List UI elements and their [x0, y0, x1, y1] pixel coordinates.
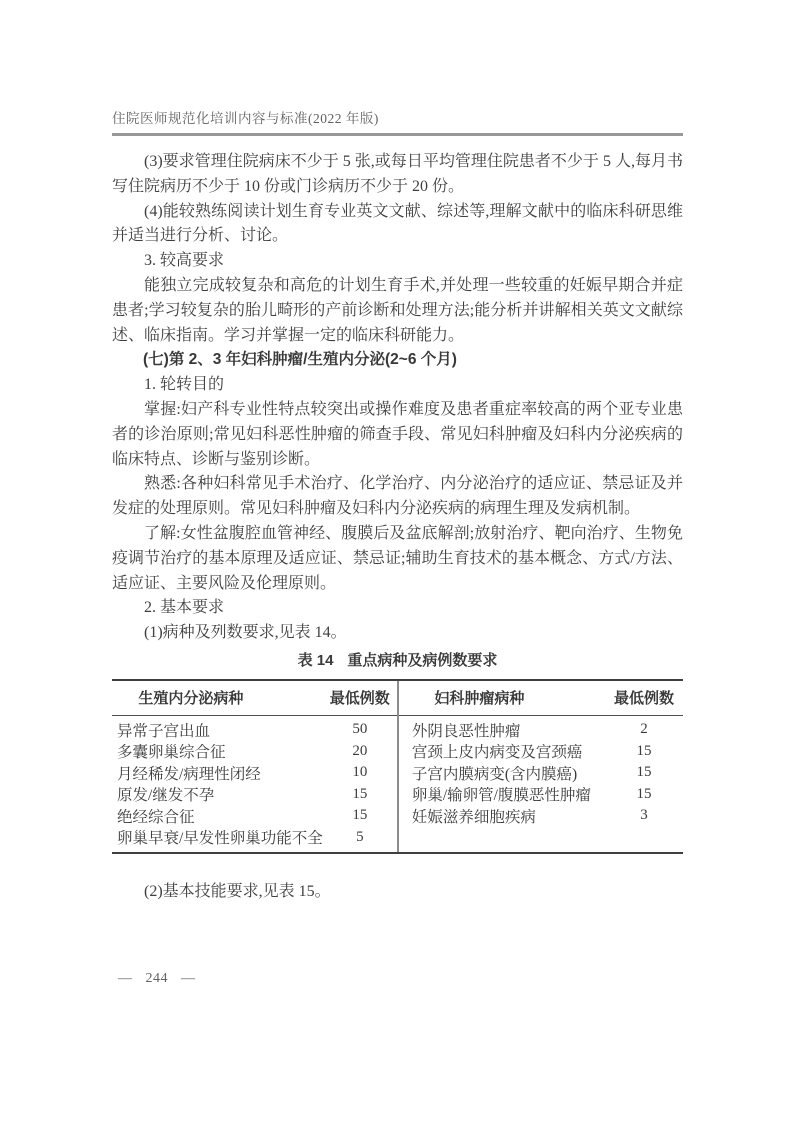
table-row	[112, 719, 397, 741]
page-footer	[112, 971, 683, 987]
disease-name-cell: 多囊卵巢综合征	[117, 744, 226, 762]
disease-name-cell: 绝经综合征	[117, 808, 195, 826]
column-header-disease-right: 妇科肿瘤病种	[434, 690, 525, 708]
table-row	[399, 719, 683, 741]
disease-name-cell: 异常子宫出血	[117, 722, 211, 740]
min-cases-cell: 15	[352, 807, 368, 824]
table-left-half	[112, 681, 397, 852]
table-row	[399, 740, 683, 762]
min-cases-cell: 15	[636, 785, 652, 802]
table-caption-label: 表 14	[297, 651, 334, 669]
table-right-half	[397, 681, 683, 852]
min-cases-cell: 5	[356, 828, 364, 845]
paragraph-higher-requirements: 能独立完成较复杂和高危的计划生育手术,并处理一些较重的妊娠早期合并症患者;学习较复杂的胎儿畸形的产前诊断和处理方法;能分析并讲解相关英文文献综述、临床指南。学习并掌握一定的临床科研能力。	[112, 276, 683, 344]
heading-basic-requirements: 2. 基本要求	[144, 599, 225, 617]
paragraph-understand: 了解:女性盆腹腔血管神经、腹膜后及盆底解剖;放射治疗、靶向治疗、生物免疫调节治疗的基本原理及适应证、禁忌证;辅助生育技术的基本概念、方式/方法、适应证、主要风险及伦理原则。	[112, 524, 683, 592]
min-cases-cell: 2	[640, 721, 648, 738]
heading-rotation-purpose: 1. 轮转目的	[144, 376, 225, 394]
min-cases-cell: 15	[636, 742, 652, 759]
table-row	[399, 762, 683, 784]
table-14	[112, 679, 683, 854]
min-cases-cell: 3	[640, 807, 648, 824]
min-cases-cell: 50	[352, 721, 368, 738]
disease-name-cell: 月经稀发/病理性闭经	[117, 765, 261, 783]
table-right-header-row	[399, 681, 683, 716]
disease-name-cell: 卵巢/输卵管/腹膜恶性肿瘤	[411, 787, 591, 805]
disease-name-cell: 卵巢早衰/早发性卵巢功能不全	[117, 830, 323, 848]
paragraph-item-2: (2)基本技能要求,见表 15。	[144, 882, 331, 900]
heading-section-7: (七)第 2、3 年妇科肿瘤/生殖内分泌(2~6 个月)	[143, 351, 457, 369]
table-caption-title: 重点病种及病例数要求	[347, 651, 498, 669]
table-left-header-row	[112, 681, 397, 716]
column-header-min-cases-right: 最低例数	[613, 690, 674, 708]
paragraph-requirement-4: (4)能较熟练阅读计划生育专业英文文献、综述等,理解文献中的临床科研思维并适当进行分析、讨论。	[112, 202, 683, 245]
page-number: — 244 —	[118, 970, 196, 986]
min-cases-cell: 15	[636, 764, 652, 781]
column-header-min-cases-left: 最低例数	[329, 690, 390, 708]
running-head-title: 住院医师规范化培训内容与标准(2022 年版)	[112, 111, 379, 126]
table-caption	[112, 651, 683, 671]
heading-higher-requirements: 3. 较高要求	[144, 252, 225, 270]
table-row	[112, 826, 397, 848]
table-row	[112, 762, 397, 784]
disease-name-cell: 子宫内膜病变(含内膜癌)	[411, 765, 578, 783]
table-row	[399, 805, 683, 827]
min-cases-cell: 10	[352, 764, 368, 781]
header-rule	[112, 133, 683, 136]
disease-name-cell: 外阴良恶性肿瘤	[411, 722, 521, 740]
disease-name-cell: 妊娠滋养细胞疾病	[411, 808, 536, 826]
column-header-disease-left: 生殖内分泌病种	[138, 690, 244, 708]
disease-name-cell: 宫颈上皮内病变及宫颈癌	[411, 744, 583, 762]
table-row	[112, 783, 397, 805]
min-cases-cell: 15	[352, 785, 368, 802]
paragraph-familiar: 熟悉:各种妇科常见手术治疗、化学治疗、内分泌治疗的适应证、禁忌证及并发症的处理原则。常见妇科肿瘤及妇科内分泌疾病的病理生理及发病机制。	[112, 475, 683, 518]
paragraph-grasp: 掌握:妇产科专业性特点较突出或操作难度及患者重症率较高的两个亚专业患者的诊治原则;常见妇科恶性肿瘤的筛查手段、常见妇科肿瘤及妇科内分泌疾病的临床特点、诊断与鉴别诊断。	[112, 400, 683, 468]
table-row	[399, 783, 683, 805]
body-text	[112, 150, 683, 646]
min-cases-cell: 20	[352, 742, 368, 759]
body-text-after-table	[112, 880, 683, 905]
paragraph-requirement-3: (3)要求管理住院病床不少于 5 张,或每日平均管理住院患者不少于 5 人,每月书写住院病历不少于 10 份或门诊病历不少于 20 份。	[112, 153, 683, 195]
table-row	[112, 740, 397, 762]
table-row	[112, 805, 397, 827]
paragraph-item-1: (1)病种及列数要求,见表 14。	[144, 624, 347, 642]
disease-name-cell: 原发/继发不孕	[117, 787, 215, 805]
